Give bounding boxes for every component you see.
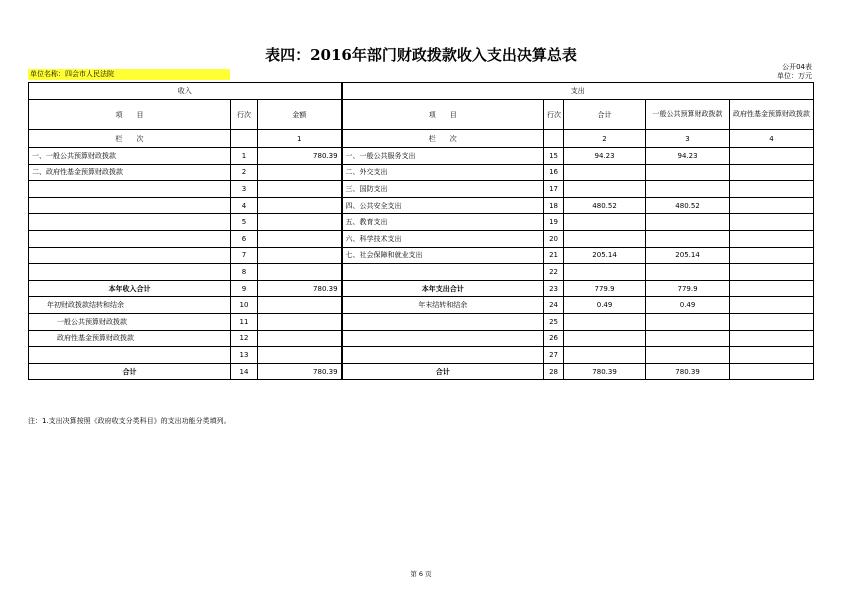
expense-total-cell[interactable] <box>564 347 646 364</box>
expense-line-cell[interactable]: 26 <box>544 330 564 347</box>
income-line-cell[interactable]: 12 <box>231 330 258 347</box>
expense-item-cell[interactable]: 三、国防支出 <box>342 181 544 198</box>
expense-item-cell[interactable]: 本年支出合计 <box>342 280 544 297</box>
income-item-cell[interactable]: 年初财政拨款结转和结余 <box>29 297 231 314</box>
expense-header: 支出 <box>342 83 814 100</box>
income-line-cell[interactable]: 10 <box>231 297 258 314</box>
income-amount-cell[interactable] <box>258 297 342 314</box>
column-number-3: 3 <box>646 130 730 148</box>
expense-item-cell[interactable]: 七、社会保障和就业支出 <box>342 247 544 264</box>
income-item-cell[interactable] <box>29 181 231 198</box>
expense-line-cell[interactable]: 22 <box>544 264 564 281</box>
income-line-cell[interactable]: 1 <box>231 148 258 165</box>
income-header: 收入 <box>29 83 342 100</box>
income-item-cell[interactable]: 一般公共预算财政拨款 <box>29 313 231 330</box>
table-row <box>29 297 814 314</box>
income-amount-cell[interactable] <box>258 197 342 214</box>
expense-line-cell[interactable]: 16 <box>544 164 564 181</box>
income-item-cell[interactable] <box>29 264 231 281</box>
income-line-cell[interactable]: 14 <box>231 363 258 380</box>
expense-item-cell[interactable]: 四、公共安全支出 <box>342 197 544 214</box>
general-budget-cell[interactable] <box>646 264 730 281</box>
general-budget-cell[interactable]: 780.39 <box>646 363 730 380</box>
income-amount-cell[interactable] <box>258 164 342 181</box>
column-number-2: 2 <box>564 130 646 148</box>
expense-line-header: 行次 <box>544 100 564 130</box>
gov-fund-cell[interactable] <box>730 363 814 380</box>
income-amount-cell[interactable] <box>258 214 342 231</box>
income-line-cell[interactable]: 2 <box>231 164 258 181</box>
table-row <box>29 363 814 380</box>
page-number: 第 6 页 <box>410 570 432 578</box>
income-item-cell[interactable] <box>29 197 231 214</box>
gov-fund-cell[interactable] <box>730 148 814 165</box>
expense-line-cell[interactable]: 15 <box>544 148 564 165</box>
general-budget-cell[interactable] <box>646 347 730 364</box>
table-row <box>29 347 814 364</box>
income-line-cell[interactable]: 5 <box>231 214 258 231</box>
gov-fund-cell[interactable] <box>730 330 814 347</box>
expense-line-cell[interactable]: 28 <box>544 363 564 380</box>
income-item-cell[interactable]: 二、政府性基金预算财政拨款 <box>29 164 231 181</box>
expense-column-label: 栏 次 <box>342 130 544 148</box>
table-body <box>29 148 814 380</box>
expense-total-cell[interactable] <box>564 330 646 347</box>
general-budget-cell[interactable]: 94.23 <box>646 148 730 165</box>
expense-line-cell[interactable]: 23 <box>544 280 564 297</box>
general-budget-cell[interactable] <box>646 330 730 347</box>
form-number: 公开04表 <box>782 63 812 71</box>
income-amount-cell[interactable]: 780.39 <box>258 148 342 165</box>
expense-line-cell[interactable]: 25 <box>544 313 564 330</box>
income-amount-cell[interactable]: 780.39 <box>258 363 342 380</box>
empty-cell <box>231 130 258 148</box>
expense-item-cell[interactable] <box>342 347 544 364</box>
gov-fund-cell[interactable] <box>730 197 814 214</box>
expense-total-cell[interactable] <box>564 230 646 247</box>
table-row <box>29 313 814 330</box>
income-line-cell[interactable]: 8 <box>231 264 258 281</box>
expense-item-cell[interactable] <box>342 330 544 347</box>
expense-total-cell[interactable]: 205.14 <box>564 247 646 264</box>
income-item-cell[interactable]: 本年收入合计 <box>29 280 231 297</box>
gov-fund-cell[interactable] <box>730 214 814 231</box>
expense-item-cell[interactable]: 一、一般公共服务支出 <box>342 148 544 165</box>
expense-line-cell[interactable]: 19 <box>544 214 564 231</box>
general-budget-cell[interactable] <box>646 230 730 247</box>
income-item-cell[interactable] <box>29 230 231 247</box>
expense-total-cell[interactable] <box>564 181 646 198</box>
general-budget-cell[interactable] <box>646 313 730 330</box>
income-amount-header: 金额 <box>258 100 342 130</box>
general-budget-cell[interactable]: 0.49 <box>646 297 730 314</box>
expense-item-cell[interactable] <box>342 313 544 330</box>
gov-fund-cell[interactable] <box>730 181 814 198</box>
income-line-header: 行次 <box>231 100 258 130</box>
income-amount-cell[interactable]: 780.39 <box>258 280 342 297</box>
unit-name-cell[interactable]: 单位名称：四会市人民法院 <box>28 69 230 80</box>
expense-total-cell[interactable] <box>564 164 646 181</box>
empty-cell <box>544 130 564 148</box>
gov-fund-cell[interactable] <box>730 230 814 247</box>
income-line-cell[interactable]: 6 <box>231 230 258 247</box>
expense-line-cell[interactable]: 21 <box>544 247 564 264</box>
table-row <box>29 197 814 214</box>
gov-fund-cell[interactable] <box>730 264 814 281</box>
income-item-cell[interactable]: 政府性基金预算财政拨款 <box>29 330 231 347</box>
expense-item-cell[interactable]: 二、外交支出 <box>342 164 544 181</box>
gov-fund-cell[interactable] <box>730 164 814 181</box>
expense-total-cell[interactable]: 94.23 <box>564 148 646 165</box>
income-amount-cell[interactable] <box>258 347 342 364</box>
income-line-cell[interactable]: 9 <box>231 280 258 297</box>
general-budget-cell[interactable]: 779.9 <box>646 280 730 297</box>
expense-total-cell[interactable]: 0.49 <box>564 297 646 314</box>
table-row <box>29 181 814 198</box>
income-amount-cell[interactable] <box>258 264 342 281</box>
gov-fund-cell[interactable] <box>730 247 814 264</box>
general-budget-header: 一般公共预算财政拨款 <box>646 100 730 130</box>
income-line-cell[interactable]: 7 <box>231 247 258 264</box>
table-row <box>29 164 814 181</box>
expense-item-cell[interactable]: 六、科学技术支出 <box>342 230 544 247</box>
expense-total-cell[interactable] <box>564 214 646 231</box>
table-row <box>29 264 814 281</box>
expense-line-cell[interactable]: 17 <box>544 181 564 198</box>
expense-total-cell[interactable]: 780.39 <box>564 363 646 380</box>
general-budget-cell[interactable]: 205.14 <box>646 247 730 264</box>
income-item-cell[interactable]: 一、一般公共预算财政拨款 <box>29 148 231 165</box>
gov-fund-cell[interactable] <box>730 297 814 314</box>
income-item-cell[interactable] <box>29 347 231 364</box>
expense-line-cell[interactable]: 20 <box>544 230 564 247</box>
table-row <box>29 148 814 165</box>
income-item-cell[interactable] <box>29 247 231 264</box>
gov-fund-cell[interactable] <box>730 280 814 297</box>
expense-total-cell[interactable] <box>564 313 646 330</box>
table-row <box>29 230 814 247</box>
table-row <box>29 247 814 264</box>
general-budget-cell[interactable]: 480.52 <box>646 197 730 214</box>
expense-item-header: 项 目 <box>342 100 544 130</box>
income-line-cell[interactable]: 4 <box>231 197 258 214</box>
income-amount-cell[interactable] <box>258 330 342 347</box>
gov-fund-cell[interactable] <box>730 347 814 364</box>
income-amount-cell[interactable] <box>258 181 342 198</box>
income-amount-cell[interactable] <box>258 313 342 330</box>
expense-total-cell[interactable] <box>564 264 646 281</box>
expense-total-header: 合计 <box>564 100 646 130</box>
income-item-header: 项 目 <box>29 100 231 130</box>
expense-line-cell[interactable]: 24 <box>544 297 564 314</box>
general-budget-cell[interactable] <box>646 181 730 198</box>
expense-item-cell[interactable]: 合计 <box>342 363 544 380</box>
gov-fund-cell[interactable] <box>730 313 814 330</box>
table-row <box>29 280 814 297</box>
income-line-cell[interactable]: 13 <box>231 347 258 364</box>
expense-item-cell[interactable]: 五、教育支出 <box>342 214 544 231</box>
expense-total-cell[interactable]: 480.52 <box>564 197 646 214</box>
table-row <box>29 330 814 347</box>
general-budget-cell[interactable] <box>646 164 730 181</box>
budget-summary-table <box>28 82 814 380</box>
currency-unit: 单位：万元 <box>777 72 812 80</box>
column-number-1: 1 <box>258 130 342 148</box>
general-budget-cell[interactable] <box>646 214 730 231</box>
income-amount-cell[interactable] <box>258 230 342 247</box>
income-line-cell[interactable]: 11 <box>231 313 258 330</box>
expense-total-cell[interactable]: 779.9 <box>564 280 646 297</box>
page-title: 表四：2016年部门财政拨款收入支出决算总表 <box>265 46 577 64</box>
gov-fund-header: 政府性基金预算财政拨款 <box>730 100 814 130</box>
income-line-cell[interactable]: 3 <box>231 181 258 198</box>
table-row <box>29 214 814 231</box>
expense-item-cell[interactable] <box>342 264 544 281</box>
expense-line-cell[interactable]: 18 <box>544 197 564 214</box>
expense-line-cell[interactable]: 27 <box>544 347 564 364</box>
income-item-cell[interactable] <box>29 214 231 231</box>
income-column-label: 栏 次 <box>29 130 231 148</box>
income-amount-cell[interactable] <box>258 247 342 264</box>
footnote: 注：1.支出决算按照《政府收支分类科目》的支出功能分类填列。 <box>28 417 231 425</box>
column-number-4: 4 <box>730 130 814 148</box>
income-item-cell[interactable]: 合计 <box>29 363 231 380</box>
expense-item-cell[interactable]: 年末结转和结余 <box>342 297 544 314</box>
